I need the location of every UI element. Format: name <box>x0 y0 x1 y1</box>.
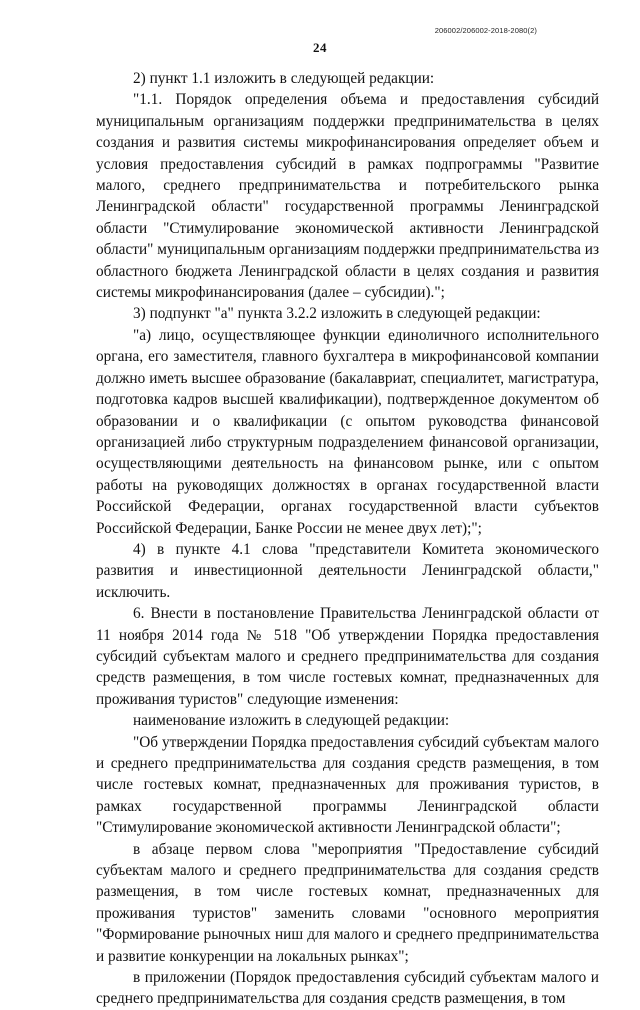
paragraph-section-6: 6. Внести в постановление Правительства Ленинградской области от 11 ноября 2014 года № 518 "Об утверждении Порядка предоставления субсидий субъектам малого и среднего предпринимательства для создания средств размещения, в том числе гостевых комнат, предназначенных для проживания туристов" следующие изменения: <box>96 605 599 708</box>
paragraph-item-2: 2) пункт 1.1 изложить в следующей редакции: <box>133 70 435 87</box>
page-number: 24 <box>313 40 327 55</box>
paragraph-title-change: наименование изложить в следующей редакции: <box>133 712 450 730</box>
paragraph-quoted-1-1: "1.1. Порядок определения объема и предоставления субсидий муниципальным организациям поддержки предпринимательства в целях создания и развития системы микрофинансирования определяет объем и условия предоставления субсидий в рамках подпрограммы "Развитие малого, среднего предпринимательства и потребительского рынка Ленинградской области" государственной программы Ленинградской области "Стимулирование экономической активности Ленинградской области" муниципальным организациям поддержки предпринимательства из областного бюджета Ленинградской области в целях создания и развития системы микрофинансирования (далее – субсидии)."; <box>96 91 599 302</box>
paragraph-appendix: в приложении (Порядок предоставления субсидий субъектам малого и среднего предпринимательства для создания средств размещения, в том <box>96 969 599 1008</box>
document-registration-code: 206002/206002-2018-2080(2) <box>434 26 537 35</box>
paragraph-item-4: 4) в пункте 4.1 слова "представители Комитета экономического развития и инвестиционной деятельности Ленинградской области," исключить. <box>96 540 599 601</box>
document-body <box>96 68 599 1010</box>
paragraph-quoted-subitem-a: "а) лицо, осуществляющее функции единоличного исполнительного органа, его заместителя, главного бухгалтера в микрофинансовой компании должно иметь высшее образование (бакалавриат, специалитет, магистратура, подготовка кадров высшей квалификации), подтвержденное документом об образовании и о квалификации (с опытом руководства финансовой организацией либо структурным подразделением финансовой организации, осуществляющими деятельность на финансовом рынке, или с опытом работы на руководящих должностях в органах государственной власти Российской Федерации, органах государственной власти субъектов Российской Федерации, Банке России не менее двух лет);"; <box>96 326 599 537</box>
paragraph-item-3: 3) подпункт "а" пункта 3.2.2 изложить в следующей редакции: <box>133 305 541 323</box>
paragraph-quoted-title: "Об утверждении Порядка предоставления субсидий субъектам малого и среднего предпринимательства для создания средств размещения, в том числе гостевых комнат, предназначенных для проживания туристов, в рамках государственной программы Ленинградской области "Стимулирование экономической активности Ленинградской области"; <box>96 733 599 837</box>
paragraph-first-abzac: в абзаце первом слова "мероприятия "Предоставление субсидий субъектам малого и среднего предпринимательства для создания средств размещения, в том числе гостевых комнат, предназначенных для проживания туристов" заменить словами "основного мероприятия "Формирование рыночных ниш для малого и среднего предпринимательства и развитие конкуренции на локальных рынках"; <box>96 840 599 965</box>
